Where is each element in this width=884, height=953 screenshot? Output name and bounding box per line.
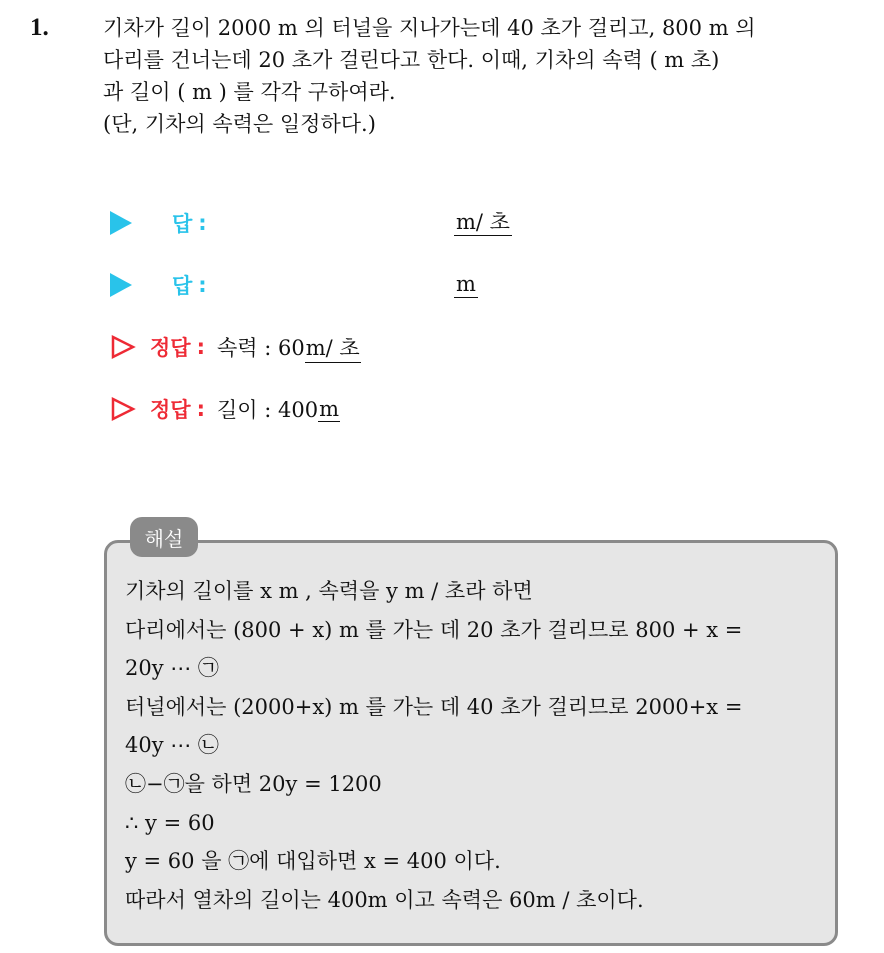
- solution-line: 다리에서는 (800 + x) m 를 가는 데 20 초가 걸리므로 800 + x =: [125, 617, 743, 642]
- correct-speed-unit: m/ 초: [305, 332, 361, 363]
- solution-line: 따라서 열차의 길이는 400m 이고 속력은 60m / 초이다.: [125, 887, 644, 912]
- question-text: [103, 12, 873, 140]
- solution-text: [125, 572, 830, 919]
- correct-length-unit: m: [319, 396, 339, 421]
- answer-colon: :: [198, 273, 207, 297]
- solution-tag: 해설: [130, 517, 198, 557]
- correct-speed-value: 속력 : 60: [216, 336, 305, 360]
- question-line: 다리를 건너는데 20 초가 걸린다고 한다. 이때, 기차의 속력 ( m 초): [103, 48, 720, 72]
- answer-unit-length: m: [456, 272, 476, 296]
- answer-label: 답: [172, 212, 193, 236]
- outline-triangle-icon: [110, 334, 136, 360]
- correct-answer-row: [110, 332, 361, 362]
- answer-label: 답: [172, 274, 193, 298]
- question-line: 과 길이 ( m ) 를 각각 구하여라.: [103, 80, 396, 104]
- correct-label: 정답: [150, 398, 191, 422]
- question-number: 1.: [30, 14, 49, 41]
- question-line: 기차가 길이 2000 m 의 터널을 지나가는데 40 초가 걸리고, 800 m 의: [103, 16, 756, 40]
- correct-colon: :: [196, 335, 205, 359]
- solution-line: 20y ⋯ ㉠: [125, 656, 219, 681]
- answer-unit-speed: m/ 초: [456, 210, 510, 234]
- question-line: (단, 기차의 속력은 일정하다.): [103, 112, 376, 136]
- correct-length-value: 길이 : 400: [216, 398, 319, 422]
- solution-line: ∴ y = 60: [125, 810, 215, 835]
- solution-line: 터널에서는 (2000+x) m 를 가는 데 40 초가 걸리므로 2000+x =: [125, 694, 743, 719]
- play-triangle-icon: [110, 211, 132, 235]
- correct-label: 정답: [150, 336, 191, 360]
- answer-row: [110, 208, 207, 238]
- correct-answer-row: [110, 394, 340, 424]
- solution-line: 40y ⋯ ㉡: [125, 733, 219, 758]
- correct-colon: :: [196, 397, 205, 421]
- outline-triangle-icon: [110, 396, 136, 422]
- answer-colon: :: [198, 211, 207, 235]
- solution-line: 기차의 길이를 x m , 속력을 y m / 초라 하면: [125, 579, 533, 603]
- solution-line: ㉡−㉠을 하면 20y = 1200: [125, 771, 382, 796]
- answer-row: [110, 270, 207, 300]
- solution-line: y = 60 을 ㉠에 대입하면 x = 400 이다.: [125, 849, 501, 874]
- play-triangle-icon: [110, 273, 132, 297]
